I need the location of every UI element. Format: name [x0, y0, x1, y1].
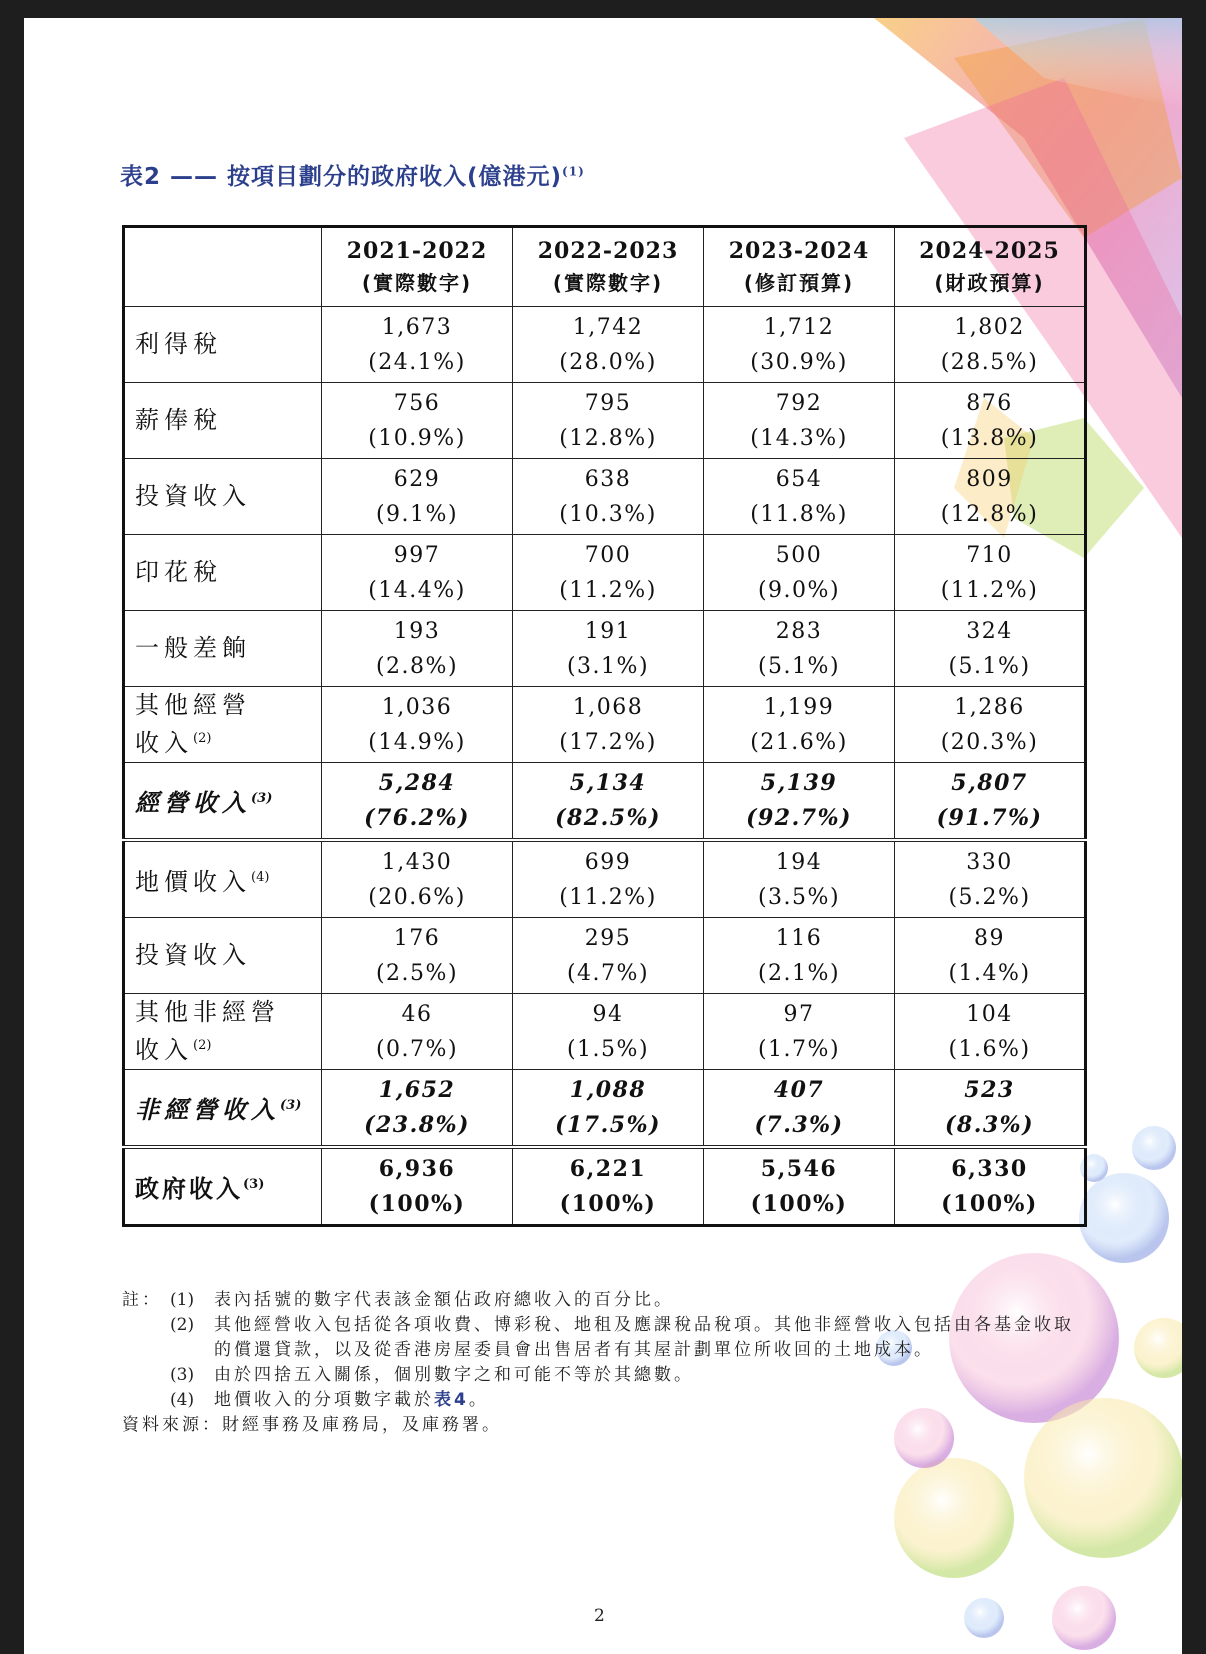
value-cell: [513, 763, 704, 841]
value-cell: [322, 307, 513, 383]
amount: 330: [966, 849, 1013, 875]
value-cell: [895, 383, 1086, 459]
share-percent: (2.5%): [375, 960, 459, 986]
header-cell: 2024-2025 (財政預算): [895, 227, 1086, 307]
amount: 5,139: [760, 769, 838, 796]
value-cell: [704, 1147, 895, 1226]
amount: 104: [966, 1001, 1013, 1027]
share-percent: (2.1%): [757, 960, 841, 986]
value-cell: [322, 1147, 513, 1226]
value-cell: [513, 307, 704, 383]
amount: 1,673: [381, 314, 453, 340]
header-cell: 2021-2022 (實際數字): [322, 227, 513, 307]
table-row: [124, 307, 1086, 383]
table-header-row: [124, 227, 1086, 307]
row-label: 一般差餉: [124, 611, 322, 687]
table-row: [124, 1147, 1086, 1226]
title-note-ref: (1): [562, 164, 585, 179]
amount: 6,330: [951, 1155, 1028, 1182]
amount: 6,936: [378, 1155, 456, 1182]
share-percent: (5.1%): [948, 653, 1031, 679]
table-row: [124, 459, 1086, 535]
row-note-ref: (4): [251, 869, 270, 885]
share-percent: (10.9%): [368, 425, 466, 451]
row-note-ref: (2): [193, 731, 212, 746]
value-cell: [322, 383, 513, 459]
value-cell: [704, 840, 895, 918]
footnotes: [122, 1288, 1082, 1438]
row-label: 投資收入: [124, 918, 322, 994]
share-percent: (100%): [941, 1190, 1038, 1217]
table-row: [124, 1070, 1086, 1148]
value-cell: [513, 840, 704, 918]
amount: 176: [393, 925, 441, 951]
table-row: [124, 687, 1086, 763]
value-cell: [513, 1147, 704, 1226]
amount: 324: [966, 618, 1013, 644]
amount: 638: [584, 466, 632, 492]
value-cell: [895, 611, 1086, 687]
table-row: [124, 918, 1086, 994]
share-percent: (0.7%): [375, 1036, 459, 1062]
share-percent: (9.0%): [757, 577, 841, 603]
value-cell: [704, 307, 895, 383]
amount: 795: [584, 390, 632, 416]
amount: 1,802: [954, 314, 1025, 340]
amount: 193: [393, 618, 441, 644]
value-cell: [895, 307, 1086, 383]
row-note-ref: (3): [280, 1097, 302, 1113]
share-percent: (1.4%): [948, 960, 1031, 986]
amount: 997: [393, 542, 441, 568]
share-percent: (100%): [750, 1190, 848, 1217]
value-cell: [704, 1070, 895, 1148]
share-percent: (14.3%): [750, 425, 848, 451]
share-percent: (9.1%): [375, 501, 459, 527]
amount: 1,652: [378, 1076, 456, 1103]
table-4-reference: 表4: [434, 1390, 469, 1410]
row-label: 經營收入$^{(3)}$: [124, 763, 322, 841]
share-percent: (13.8%): [940, 425, 1039, 451]
value-cell: [322, 611, 513, 687]
row-label: 利得稅: [124, 307, 322, 383]
share-percent: (14.4%): [368, 577, 466, 603]
value-cell: [513, 535, 704, 611]
amount: 194: [775, 849, 823, 875]
amount: 283: [775, 618, 823, 644]
amount: 1,036: [381, 694, 453, 720]
footnote-1: 註： (1) 表內括號的數字代表該金額佔政府總收入的百分比。: [122, 1288, 1082, 1313]
footnote-3: (3) 由於四捨五入關係，個別數字之和可能不等於其總數。: [170, 1365, 694, 1385]
value-cell: [322, 535, 513, 611]
share-percent: (5.2%): [948, 884, 1031, 910]
share-percent: (7.3%): [754, 1111, 844, 1138]
share-percent: (5.1%): [757, 653, 841, 679]
table-body: [124, 307, 1086, 1226]
row-note-ref: (3): [251, 790, 273, 806]
share-percent: (1.7%): [757, 1036, 841, 1062]
amount: 46: [401, 1001, 433, 1027]
amount: 97: [783, 1001, 815, 1027]
row-label: 非經營收入$^{(3)}$: [124, 1070, 322, 1148]
amount: 756: [393, 390, 441, 416]
value-cell: [322, 687, 513, 763]
share-percent: (12.8%): [940, 501, 1039, 527]
amount: 407: [773, 1076, 825, 1103]
share-percent: (2.8%): [375, 653, 459, 679]
table-row: [124, 994, 1086, 1070]
amount: 809: [966, 466, 1013, 492]
value-cell: [895, 994, 1086, 1070]
amount: 1,068: [572, 694, 644, 720]
share-percent: (11.8%): [750, 501, 848, 527]
value-cell: [704, 535, 895, 611]
value-cell: [322, 994, 513, 1070]
amount: 1,430: [381, 849, 453, 875]
data-source: 資料來源：財經事務及庫務局，及庫務署。: [122, 1415, 502, 1435]
amount: 5,807: [951, 769, 1028, 796]
row-label: 投資收入: [124, 459, 322, 535]
value-cell: [895, 687, 1086, 763]
value-cell: [895, 840, 1086, 918]
amount: 876: [966, 390, 1013, 416]
share-percent: (8.3%): [945, 1111, 1034, 1138]
amount: 792: [775, 390, 823, 416]
share-percent: (10.3%): [559, 501, 657, 527]
share-percent: (1.5%): [566, 1036, 650, 1062]
share-percent: (92.7%): [746, 804, 852, 831]
share-percent: (82.5%): [555, 804, 661, 831]
amount: 6,221: [569, 1155, 647, 1182]
share-percent: (76.2%): [364, 804, 470, 831]
amount: 1,742: [572, 314, 644, 340]
header-cell: 2023-2024 (修訂預算): [704, 227, 895, 307]
amount: 89: [974, 925, 1005, 951]
amount: 1,199: [763, 694, 835, 720]
share-percent: (28.5%): [940, 349, 1039, 375]
share-percent: (3.5%): [757, 884, 841, 910]
amount: 500: [775, 542, 823, 568]
value-cell: [513, 687, 704, 763]
value-cell: [895, 763, 1086, 841]
value-cell: [322, 459, 513, 535]
row-label: 其他經營 收入$^{(2)}$: [124, 687, 322, 763]
value-cell: [704, 383, 895, 459]
value-cell: [322, 840, 513, 918]
row-label: 地價收入$^{(4)}$: [124, 840, 322, 918]
footnote-4: (4) 地價收入的分項數字載於表4。: [170, 1390, 489, 1410]
value-cell: [513, 994, 704, 1070]
row-label: 印花稅: [124, 535, 322, 611]
value-cell: [895, 1147, 1086, 1226]
row-note-ref: (2): [193, 1038, 212, 1053]
value-cell: [704, 459, 895, 535]
value-cell: [895, 918, 1086, 994]
value-cell: [895, 459, 1086, 535]
share-percent: (28.0%): [559, 349, 657, 375]
value-cell: [513, 1070, 704, 1148]
page-number: 2: [594, 1606, 605, 1626]
table-title: [120, 158, 585, 191]
value-cell: [704, 687, 895, 763]
row-label: 薪俸稅: [124, 383, 322, 459]
amount: 629: [393, 466, 441, 492]
value-cell: [322, 1070, 513, 1148]
row-note-ref: (3): [243, 1176, 265, 1192]
value-cell: [895, 1070, 1086, 1148]
share-percent: (21.6%): [750, 729, 848, 755]
value-cell: [513, 611, 704, 687]
header-cell: 2022-2023 (實際數字): [513, 227, 704, 307]
share-percent: (100%): [559, 1190, 657, 1217]
share-percent: (30.9%): [750, 349, 848, 375]
value-cell: [322, 763, 513, 841]
amount: 523: [964, 1076, 1015, 1103]
share-percent: (12.8%): [559, 425, 657, 451]
share-percent: (20.3%): [940, 729, 1039, 755]
share-percent: (11.2%): [940, 577, 1039, 603]
amount: 1,088: [569, 1076, 647, 1103]
share-percent: (4.7%): [566, 960, 650, 986]
amount: 116: [775, 925, 823, 951]
value-cell: [704, 763, 895, 841]
table-row: [124, 763, 1086, 841]
share-percent: (11.2%): [559, 884, 657, 910]
row-label: 政府收入$^{(3)}$: [124, 1147, 322, 1226]
share-percent: (11.2%): [559, 577, 657, 603]
header-corner-cell: [124, 227, 322, 307]
row-label: 其他非經營 收入$^{(2)}$: [124, 994, 322, 1070]
amount: 654: [775, 466, 823, 492]
value-cell: [704, 994, 895, 1070]
value-cell: [513, 918, 704, 994]
share-percent: (100%): [368, 1190, 466, 1217]
amount: 1,712: [763, 314, 835, 340]
share-percent: (17.5%): [555, 1111, 661, 1138]
footnote-prefix: 註：: [122, 1290, 162, 1310]
amount: 295: [584, 925, 632, 951]
share-percent: (3.1%): [566, 653, 650, 679]
value-cell: [704, 611, 895, 687]
value-cell: [322, 918, 513, 994]
amount: 94: [592, 1001, 624, 1027]
revenue-table: [122, 225, 1087, 1227]
amount: 191: [584, 618, 632, 644]
share-percent: (23.8%): [364, 1111, 470, 1138]
amount: 710: [966, 542, 1013, 568]
amount: 5,134: [569, 769, 647, 796]
document-page: [24, 18, 1182, 1654]
share-percent: (20.6%): [368, 884, 466, 910]
table-title-text: 表2 —— 按項目劃分的政府收入(億港元): [120, 164, 563, 190]
share-percent: (24.1%): [368, 349, 466, 375]
share-percent: (1.6%): [948, 1036, 1031, 1062]
share-percent: (14.9%): [368, 729, 466, 755]
table-row: [124, 840, 1086, 918]
amount: 5,284: [378, 769, 456, 796]
footnote-2: (2) 其他經營收入包括從各項收費、博彩稅、地租及應課稅品稅項。其他非經營收入包括由各基金收取的償還貸款，以及從香港房屋委員會出售居者有其屋計劃單位所收回的土地成本。: [170, 1315, 1074, 1360]
value-cell: [513, 459, 704, 535]
value-cell: [895, 535, 1086, 611]
table-row: [124, 383, 1086, 459]
amount: 699: [584, 849, 632, 875]
value-cell: [704, 918, 895, 994]
share-percent: (91.7%): [936, 804, 1043, 831]
table-row: [124, 611, 1086, 687]
amount: 700: [584, 542, 632, 568]
value-cell: [513, 383, 704, 459]
table-row: [124, 535, 1086, 611]
share-percent: (17.2%): [559, 729, 657, 755]
amount: 5,546: [760, 1155, 838, 1182]
amount: 1,286: [954, 694, 1025, 720]
